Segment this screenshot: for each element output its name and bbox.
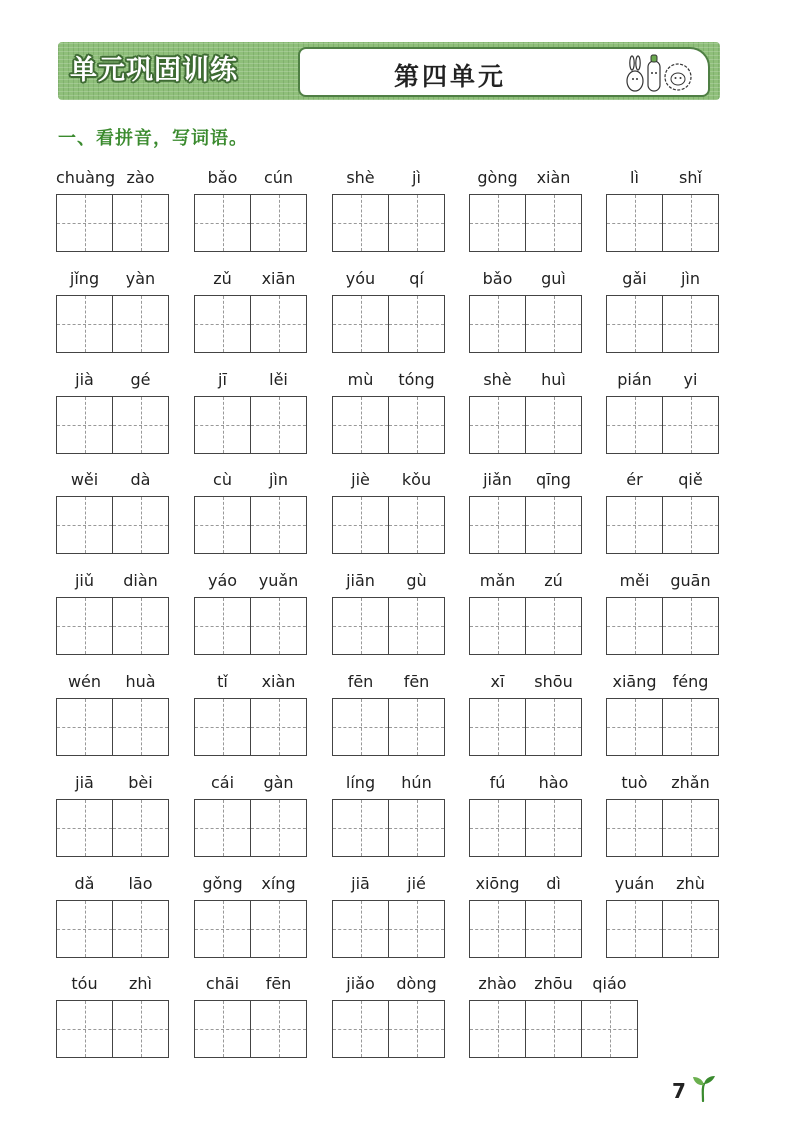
tianzige-cell[interactable] bbox=[112, 900, 169, 958]
tianzige-cell[interactable] bbox=[194, 799, 251, 857]
tianzige-cell[interactable] bbox=[469, 194, 526, 252]
writing-boxes bbox=[606, 900, 718, 958]
tianzige-cell[interactable] bbox=[332, 194, 389, 252]
tianzige-cell[interactable] bbox=[332, 295, 389, 353]
tianzige-cell[interactable] bbox=[662, 900, 719, 958]
pinyin-syllable: lāo bbox=[128, 874, 153, 893]
pinyin-syllable: chāi bbox=[205, 974, 240, 993]
tianzige-cell[interactable] bbox=[388, 496, 445, 554]
pinyin-syllable: chuàng bbox=[56, 168, 116, 187]
pinyin-syllable: líng bbox=[345, 773, 376, 792]
writing-boxes bbox=[332, 295, 444, 353]
tianzige-cell[interactable] bbox=[525, 698, 582, 756]
pinyin-syllable: dà bbox=[130, 470, 151, 489]
cartoon-mascots-icon bbox=[624, 53, 694, 93]
tianzige-cell[interactable] bbox=[606, 597, 663, 655]
writing-boxes bbox=[469, 799, 581, 857]
writing-boxes bbox=[56, 698, 168, 756]
writing-boxes bbox=[469, 396, 581, 454]
tianzige-cell[interactable] bbox=[388, 396, 445, 454]
page-number: 7 bbox=[672, 1079, 686, 1103]
pinyin-syllable: zǔ bbox=[213, 269, 232, 288]
pinyin-syllable: qiě bbox=[678, 470, 703, 489]
pinyin-syllable: jiǔ bbox=[74, 571, 95, 590]
tianzige-cell[interactable] bbox=[56, 799, 113, 857]
tianzige-cell[interactable] bbox=[112, 295, 169, 353]
tianzige-cell[interactable] bbox=[525, 396, 582, 454]
writing-boxes bbox=[606, 698, 718, 756]
tianzige-cell[interactable] bbox=[469, 597, 526, 655]
tianzige-cell[interactable] bbox=[194, 295, 251, 353]
writing-boxes bbox=[606, 496, 718, 554]
pinyin-syllable: shōu bbox=[534, 672, 573, 691]
pinyin-syllable: jìn bbox=[268, 470, 289, 489]
pinyin-syllable: wěi bbox=[70, 470, 99, 489]
tianzige-cell[interactable] bbox=[469, 900, 526, 958]
tianzige-cell[interactable] bbox=[469, 698, 526, 756]
pinyin-syllable: féng bbox=[672, 672, 709, 691]
tianzige-cell[interactable] bbox=[388, 194, 445, 252]
pinyin-syllable: zhì bbox=[129, 974, 152, 993]
pinyin-syllable: hún bbox=[401, 773, 432, 792]
pinyin-syllable: wén bbox=[67, 672, 102, 691]
writing-boxes bbox=[56, 1000, 168, 1058]
pinyin-syllable: tǐ bbox=[217, 672, 228, 691]
tianzige-cell[interactable] bbox=[332, 597, 389, 655]
pinyin-syllable: dǎ bbox=[74, 874, 95, 893]
writing-boxes bbox=[606, 597, 718, 655]
pinyin-syllable: ér bbox=[626, 470, 643, 489]
pinyin-syllable: fēn bbox=[265, 974, 292, 993]
tianzige-cell[interactable] bbox=[525, 900, 582, 958]
tianzige-cell[interactable] bbox=[56, 1000, 113, 1058]
tianzige-cell[interactable] bbox=[606, 295, 663, 353]
tianzige-cell[interactable] bbox=[194, 194, 251, 252]
tianzige-cell[interactable] bbox=[525, 295, 582, 353]
tianzige-cell[interactable] bbox=[388, 597, 445, 655]
writing-boxes bbox=[606, 396, 718, 454]
tianzige-cell[interactable] bbox=[112, 799, 169, 857]
writing-boxes bbox=[56, 900, 168, 958]
unit-title-box bbox=[298, 47, 710, 97]
pinyin-syllable: zhǎn bbox=[671, 773, 710, 792]
pinyin-syllable: guì bbox=[541, 269, 566, 288]
pinyin-syllable: fú bbox=[489, 773, 506, 792]
tianzige-cell[interactable] bbox=[250, 496, 307, 554]
tianzige-cell[interactable] bbox=[112, 496, 169, 554]
writing-boxes bbox=[56, 194, 168, 252]
tianzige-cell[interactable] bbox=[194, 698, 251, 756]
tianzige-cell[interactable] bbox=[388, 900, 445, 958]
writing-boxes bbox=[332, 396, 444, 454]
pinyin-syllable: shè bbox=[483, 370, 512, 389]
pinyin-syllable: cún bbox=[263, 168, 294, 187]
pinyin-syllable: jiǎn bbox=[483, 470, 512, 489]
pinyin-syllable: gǒng bbox=[202, 874, 243, 893]
writing-boxes bbox=[332, 698, 444, 756]
writing-boxes bbox=[469, 295, 581, 353]
pinyin-syllable: xiān bbox=[261, 269, 296, 288]
writing-boxes bbox=[469, 194, 581, 252]
pinyin-syllable: mù bbox=[347, 370, 374, 389]
pinyin-syllable: cái bbox=[210, 773, 235, 792]
tianzige-cell[interactable] bbox=[469, 496, 526, 554]
writing-boxes bbox=[194, 396, 306, 454]
writing-boxes bbox=[194, 1000, 306, 1058]
pinyin-syllable: lì bbox=[630, 168, 639, 187]
tianzige-cell[interactable] bbox=[332, 698, 389, 756]
pinyin-syllable: jiā bbox=[75, 773, 94, 792]
tianzige-cell[interactable] bbox=[250, 799, 307, 857]
pinyin-syllable: zào bbox=[126, 168, 155, 187]
pinyin-syllable: jiā bbox=[351, 874, 370, 893]
tianzige-cell[interactable] bbox=[469, 295, 526, 353]
pinyin-syllable: cù bbox=[213, 470, 232, 489]
pinyin-syllable: jì bbox=[412, 168, 421, 187]
pinyin-syllable: jià bbox=[75, 370, 94, 389]
writing-boxes bbox=[469, 900, 581, 958]
writing-boxes bbox=[332, 597, 444, 655]
writing-boxes bbox=[332, 900, 444, 958]
tianzige-cell[interactable] bbox=[662, 496, 719, 554]
pinyin-syllable: gǎi bbox=[622, 269, 647, 288]
unit-header bbox=[58, 42, 720, 100]
tianzige-cell[interactable] bbox=[606, 496, 663, 554]
writing-boxes bbox=[469, 1000, 637, 1058]
tianzige-cell[interactable] bbox=[388, 698, 445, 756]
pinyin-syllable: xíng bbox=[261, 874, 296, 893]
tianzige-cell[interactable] bbox=[606, 799, 663, 857]
tianzige-cell[interactable] bbox=[662, 799, 719, 857]
writing-boxes bbox=[194, 799, 306, 857]
tianzige-cell[interactable] bbox=[332, 900, 389, 958]
pinyin-syllable: měi bbox=[619, 571, 650, 590]
tianzige-cell[interactable] bbox=[469, 1000, 526, 1058]
pinyin-syllable: shǐ bbox=[679, 168, 702, 187]
tianzige-cell[interactable] bbox=[525, 496, 582, 554]
pinyin-syllable: huà bbox=[125, 672, 156, 691]
pinyin-syllable: gòng bbox=[477, 168, 518, 187]
tianzige-cell[interactable] bbox=[250, 194, 307, 252]
tianzige-cell[interactable] bbox=[250, 597, 307, 655]
tianzige-cell[interactable] bbox=[525, 1000, 582, 1058]
writing-boxes bbox=[194, 496, 306, 554]
tianzige-cell[interactable] bbox=[56, 194, 113, 252]
pinyin-syllable: qí bbox=[409, 269, 424, 288]
pinyin-syllable: tóu bbox=[71, 974, 98, 993]
writing-boxes bbox=[469, 597, 581, 655]
pinyin-syllable: tuò bbox=[621, 773, 648, 792]
writing-boxes bbox=[56, 295, 168, 353]
tianzige-cell[interactable] bbox=[112, 698, 169, 756]
pinyin-syllable: pián bbox=[617, 370, 652, 389]
pinyin-syllable: qiáo bbox=[592, 974, 627, 993]
tianzige-cell[interactable] bbox=[56, 396, 113, 454]
tianzige-cell[interactable] bbox=[606, 194, 663, 252]
pinyin-syllable: xiàn bbox=[536, 168, 571, 187]
pinyin-syllable: yuán bbox=[614, 874, 655, 893]
banner-title: 单元巩固训练 bbox=[70, 55, 238, 86]
pinyin-syllable: bǎo bbox=[207, 168, 238, 187]
tianzige-cell[interactable] bbox=[56, 597, 113, 655]
writing-boxes bbox=[194, 194, 306, 252]
tianzige-cell[interactable] bbox=[56, 496, 113, 554]
writing-boxes bbox=[469, 496, 581, 554]
tianzige-cell[interactable] bbox=[194, 900, 251, 958]
writing-boxes bbox=[606, 295, 718, 353]
writing-boxes bbox=[194, 295, 306, 353]
tianzige-cell[interactable] bbox=[662, 396, 719, 454]
pinyin-syllable: lěi bbox=[269, 370, 288, 389]
tianzige-cell[interactable] bbox=[56, 900, 113, 958]
writing-boxes bbox=[332, 194, 444, 252]
pinyin-syllable: xī bbox=[490, 672, 505, 691]
tianzige-cell[interactable] bbox=[606, 396, 663, 454]
tianzige-cell[interactable] bbox=[469, 799, 526, 857]
writing-boxes bbox=[194, 597, 306, 655]
pinyin-syllable: gù bbox=[406, 571, 427, 590]
pinyin-syllable: gé bbox=[130, 370, 151, 389]
tianzige-cell[interactable] bbox=[662, 194, 719, 252]
pinyin-syllable: zú bbox=[544, 571, 563, 590]
pinyin-syllable: dòng bbox=[396, 974, 437, 993]
tianzige-cell[interactable] bbox=[250, 396, 307, 454]
pinyin-syllable: jié bbox=[407, 874, 426, 893]
pinyin-syllable: jiān bbox=[346, 571, 375, 590]
pinyin-syllable: fēn bbox=[403, 672, 430, 691]
header-banner bbox=[58, 42, 720, 100]
tianzige-cell[interactable] bbox=[112, 194, 169, 252]
pinyin-syllable: yuǎn bbox=[258, 571, 299, 590]
tianzige-cell[interactable] bbox=[112, 396, 169, 454]
writing-boxes bbox=[332, 1000, 444, 1058]
section-heading: 一、看拼音，写词语。 bbox=[58, 128, 248, 149]
pinyin-syllable: dì bbox=[546, 874, 561, 893]
tianzige-cell[interactable] bbox=[332, 1000, 389, 1058]
pinyin-syllable: hào bbox=[538, 773, 569, 792]
pinyin-syllable: zhào bbox=[478, 974, 517, 993]
writing-boxes bbox=[469, 698, 581, 756]
sprout-icon bbox=[690, 1074, 718, 1102]
tianzige-cell[interactable] bbox=[388, 799, 445, 857]
tianzige-cell[interactable] bbox=[112, 597, 169, 655]
writing-boxes bbox=[606, 194, 718, 252]
writing-boxes bbox=[56, 799, 168, 857]
tianzige-cell[interactable] bbox=[194, 597, 251, 655]
pinyin-syllable: jī bbox=[218, 370, 227, 389]
pinyin-syllable: jǐng bbox=[69, 269, 100, 288]
tianzige-cell[interactable] bbox=[194, 396, 251, 454]
pinyin-syllable: diàn bbox=[123, 571, 158, 590]
tianzige-cell[interactable] bbox=[581, 1000, 638, 1058]
pinyin-syllable: yàn bbox=[125, 269, 156, 288]
pinyin-syllable: kǒu bbox=[401, 470, 432, 489]
pinyin-syllable: shè bbox=[346, 168, 375, 187]
pinyin-syllable: xiàn bbox=[261, 672, 296, 691]
pinyin-syllable: gàn bbox=[263, 773, 294, 792]
writing-boxes bbox=[56, 597, 168, 655]
writing-boxes bbox=[332, 799, 444, 857]
tianzige-cell[interactable] bbox=[662, 698, 719, 756]
tianzige-cell[interactable] bbox=[525, 799, 582, 857]
pinyin-syllable: jiǎo bbox=[346, 974, 375, 993]
pinyin-syllable: jiè bbox=[351, 470, 370, 489]
tianzige-cell[interactable] bbox=[332, 799, 389, 857]
pinyin-syllable: zhù bbox=[676, 874, 705, 893]
tianzige-cell[interactable] bbox=[56, 698, 113, 756]
pinyin-syllable: yóu bbox=[345, 269, 376, 288]
writing-boxes bbox=[56, 396, 168, 454]
tianzige-cell[interactable] bbox=[194, 1000, 251, 1058]
pinyin-syllable: bǎo bbox=[482, 269, 513, 288]
unit-title: 第四单元 bbox=[393, 62, 506, 91]
writing-boxes bbox=[194, 900, 306, 958]
tianzige-cell[interactable] bbox=[662, 295, 719, 353]
pinyin-syllable: mǎn bbox=[479, 571, 516, 590]
tianzige-cell[interactable] bbox=[250, 698, 307, 756]
pinyin-syllable: qīng bbox=[536, 470, 571, 489]
tianzige-cell[interactable] bbox=[388, 1000, 445, 1058]
writing-boxes bbox=[332, 496, 444, 554]
tianzige-cell[interactable] bbox=[332, 396, 389, 454]
tianzige-cell[interactable] bbox=[250, 1000, 307, 1058]
tianzige-cell[interactable] bbox=[525, 194, 582, 252]
tianzige-cell[interactable] bbox=[250, 900, 307, 958]
pinyin-syllable: guān bbox=[670, 571, 711, 590]
pinyin-syllable: zhōu bbox=[534, 974, 573, 993]
pinyin-syllable: xiōng bbox=[475, 874, 520, 893]
tianzige-cell[interactable] bbox=[56, 295, 113, 353]
pinyin-syllable: jìn bbox=[680, 269, 701, 288]
tianzige-cell[interactable] bbox=[606, 900, 663, 958]
pinyin-syllable: fēn bbox=[347, 672, 374, 691]
pinyin-syllable: tóng bbox=[398, 370, 435, 389]
pinyin-syllable: yáo bbox=[207, 571, 238, 590]
tianzige-cell[interactable] bbox=[332, 496, 389, 554]
tianzige-cell[interactable] bbox=[606, 698, 663, 756]
tianzige-cell[interactable] bbox=[250, 295, 307, 353]
tianzige-cell[interactable] bbox=[469, 396, 526, 454]
tianzige-cell[interactable] bbox=[112, 1000, 169, 1058]
writing-boxes bbox=[56, 496, 168, 554]
tianzige-cell[interactable] bbox=[662, 597, 719, 655]
tianzige-cell[interactable] bbox=[525, 597, 582, 655]
tianzige-cell[interactable] bbox=[194, 496, 251, 554]
pinyin-syllable: xiāng bbox=[612, 672, 657, 691]
pinyin-syllable: yi bbox=[683, 370, 698, 389]
writing-boxes bbox=[606, 799, 718, 857]
pinyin-syllable: huì bbox=[541, 370, 566, 389]
tianzige-cell[interactable] bbox=[388, 295, 445, 353]
pinyin-syllable: bèi bbox=[128, 773, 153, 792]
writing-boxes bbox=[194, 698, 306, 756]
